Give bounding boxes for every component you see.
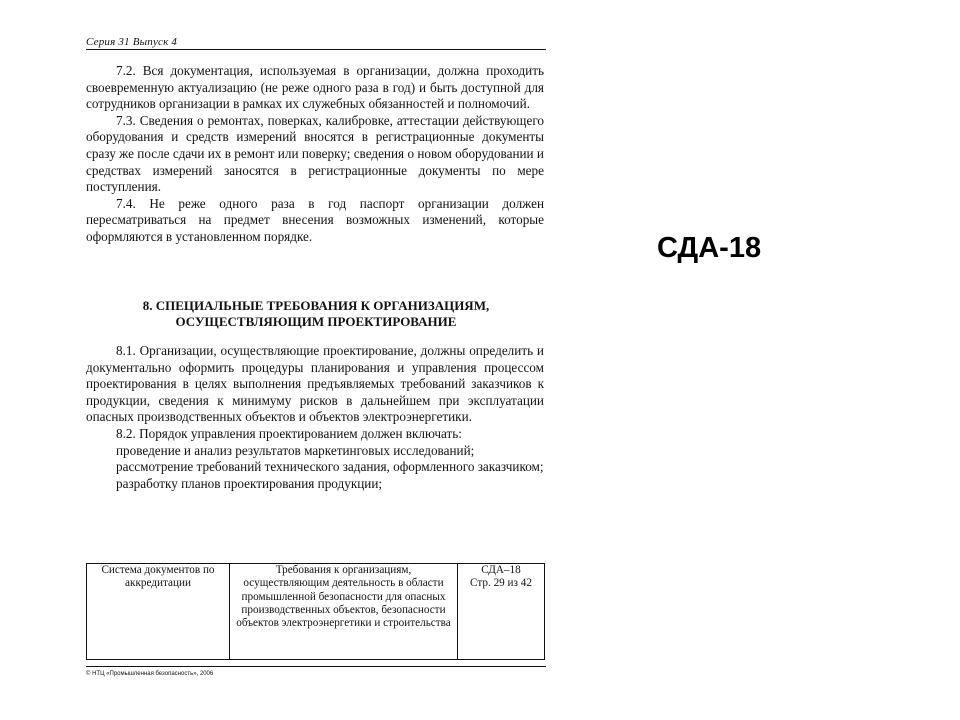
paragraph-7-3: 7.3. Сведения о ремонтах, поверках, калибровке, аттестации действующего оборудования и средств измерений вносятся в регистрационные документы сразу же после сдачи их в ремонт или поверку; сведения о новом оборудовании и средствах измерений заносятся в регистрационные документы по мере поступления.: [86, 112, 544, 195]
list-item: рассмотрение требований технического задания, оформленного заказчиком;: [116, 459, 544, 475]
section-7-text: [86, 63, 544, 246]
section-title-line-2: ОСУЩЕСТВЛЯЮЩИМ ПРОЕКТИРОВАНИЕ: [175, 314, 457, 329]
footer-system-cell: Система документов по аккредитации: [87, 564, 230, 660]
section-8-title: [86, 298, 546, 330]
paragraph-8-1: 8.1. Организации, осуществляющие проектирование, должны определить и документально оформить процедуры планирования и управления процессом проектирования в целях выполнения предъявляемых требований заказчиков к продукции, сведения к минимуму рисков в дальнейшем при эксплуатации опасных производственных объектов и объектов электроэнергетики.: [86, 343, 544, 425]
list-item: проведение и анализ результатов маркетинговых исследований;: [116, 442, 475, 458]
document-code: СДА–18: [481, 564, 521, 576]
section-title-line-1: 8. СПЕЦИАЛЬНЫЕ ТРЕБОВАНИЯ К ОРГАНИЗАЦИЯМ,: [142, 298, 490, 313]
document-side-title: СДА-18: [657, 232, 762, 264]
page-number: Стр. 29 из 42: [470, 577, 532, 590]
section-8-text: [86, 343, 544, 492]
paragraph-8-2: 8.2. Порядок управления проектированием должен включать:: [116, 425, 462, 441]
footer-requirements-cell: Требования к организациям, осуществляющим деятельность в области промышленной безопасности для опасных производственных объектов, безопасности объектов электроэнергетики и строительства: [230, 564, 458, 660]
footer-code-cell: [458, 564, 545, 660]
page-header: Серия 31 Выпуск 4: [86, 36, 546, 50]
list-item: разработку планов проектирования продукции;: [116, 475, 383, 491]
document-footer-table: [86, 563, 545, 660]
copyright-note: © НТЦ «Промышленная безопасность», 2006: [86, 671, 214, 677]
paragraph-7-4: 7.4. Не реже одного раза в год паспорт организации должен пересматриваться на предмет внесения возможных изменений, которые оформляются в установленном порядке.: [86, 195, 544, 244]
document-page: [86, 28, 546, 688]
paragraph-7-2: 7.2. Вся документация, используемая в организации, должна проходить своевременную актуализацию (не реже одного раза в год) и быть доступной для сотрудников организации в рамках их служебных обязанностей и полномочий.: [86, 63, 544, 112]
footer-divider: [86, 666, 546, 667]
